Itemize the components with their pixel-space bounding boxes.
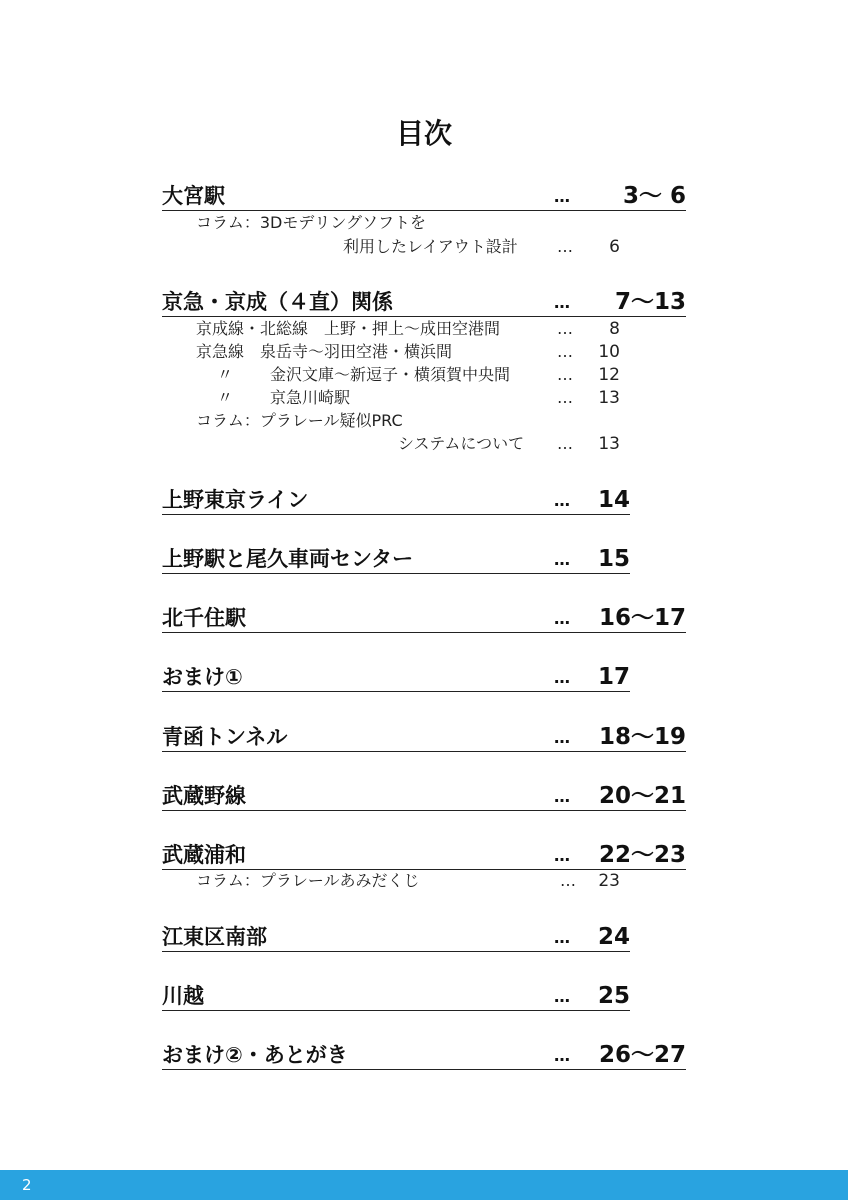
toc-entry-omake-2-afterword[interactable] [162,1042,686,1068]
page-number: 2 [22,1176,32,1194]
toc-entry-title: 青函トンネル [162,725,288,749]
toc-entry-leader: … [554,187,570,206]
toc-sub-leader: … [557,388,573,407]
toc-entry-ueno-tokyo-line[interactable] [162,487,630,513]
toc-entry-title: 上野駅と尾久車両センター [162,547,414,571]
toc-sub-prc-column: コラム：プラレール疑似PRC [196,411,403,430]
toc-entry-title: 大宮駅 [162,184,225,208]
toc-entry-omake-1[interactable] [162,664,630,690]
toc-sub-leader: … [557,434,573,453]
toc-entry-pages: 3〜 6 [622,183,686,209]
toc-sub-page: 6 [609,237,620,257]
toc-entry-leader: … [554,550,570,569]
toc-sub-amida-column: コラム：プラレールあみだくじ [196,871,420,890]
toc-entry-pages: 17 [597,664,630,690]
toc-sub-page: 12 [598,365,620,385]
toc-entry-koto-south[interactable] [162,924,630,950]
toc-entry-underline [162,691,630,692]
toc-sub-kanazawa: 金沢文庫〜新逗子・横須賀中央間 [270,365,511,384]
toc-entry-underline [162,1010,630,1011]
toc-sub-keikyu: 京急線 泉岳寺〜羽田空港・横浜間 [196,342,453,361]
toc-entry-pages: 24 [597,924,630,950]
toc-entry-leader: … [554,293,570,312]
toc-entry-musashino-line[interactable] [162,783,686,809]
toc-entry-musashi-urawa[interactable] [162,842,686,868]
toc-entry-underline [162,751,686,752]
page-title: 目次 [395,117,452,150]
toc-entry-leader: … [554,728,570,747]
toc-entry-underline [162,1069,686,1070]
toc-sub-page: 23 [598,871,620,891]
toc-sub-prc-column-cont: システムについて [398,434,525,453]
toc-entry-title: 武蔵野線 [162,784,246,808]
toc-entry-title: おまけ②・あとがき [162,1043,348,1067]
toc-entry-leader: … [554,928,570,947]
toc-entry-title: 川越 [162,984,204,1008]
toc-entry-leader: … [554,668,570,687]
toc-sub-page: 8 [609,319,620,339]
toc-entry-leader: … [554,1046,570,1065]
toc-entry-pages: 7〜13 [614,289,686,315]
toc-sub-leader: … [557,365,573,384]
toc-entry-underline [162,210,686,211]
toc-sub-page: 10 [598,342,620,362]
toc-entry-title: 武蔵浦和 [162,843,246,867]
toc-entry-pages: 25 [597,983,630,1009]
toc-entry-seikan-tunnel[interactable] [162,724,686,750]
toc-entry-leader: … [554,787,570,806]
toc-entry-underline [162,514,630,515]
toc-entry-title: おまけ① [162,665,243,689]
toc-entry-underline [162,573,630,574]
toc-entry-pages: 14 [597,487,630,513]
toc-sub-leader: … [557,319,573,338]
toc-sub-leader: … [560,871,576,890]
toc-sub-keisei: 京成線・北総線 上野・押上〜成田空港間 [196,319,501,338]
toc-entry-underline [162,316,686,317]
toc-entry-leader: … [554,987,570,1006]
footer-bar [0,1170,848,1200]
toc-sub-omiya-column: コラム：3Dモデリングソフトを [196,213,427,232]
toc-entry-ueno-oku[interactable] [162,546,630,572]
toc-entry-underline [162,810,686,811]
toc-entry-title: 上野東京ライン [162,488,309,512]
toc-entry-kitasenju[interactable] [162,605,686,631]
toc-entry-pages: 26〜27 [598,1042,686,1068]
toc-entry-pages: 16〜17 [598,605,686,631]
toc-entry-title: 江東区南部 [162,925,267,949]
toc-entry-underline [162,632,686,633]
toc-entry-kawagoe[interactable] [162,983,630,1009]
toc-sub-leader: … [557,342,573,361]
toc-sub-ditto-mark: 〃 [217,365,234,384]
toc-entry-leader: … [554,846,570,865]
toc-sub-leader: … [557,237,573,256]
toc-entry-title: 北千住駅 [162,606,246,630]
toc-entry-pages: 15 [597,546,630,572]
toc-entry-underline [162,951,630,952]
toc-entry-title: 京急・京成（４直）関係 [162,290,393,314]
toc-entry-pages: 22〜23 [598,842,686,868]
toc-entry-pages: 18〜19 [598,724,686,750]
toc-entry-leader: … [554,609,570,628]
toc-entry-leader: … [554,491,570,510]
toc-sub-page: 13 [598,388,620,408]
toc-entry-omiya[interactable] [162,183,686,209]
toc-sub-omiya-column-cont: 利用したレイアウト設計 [343,237,518,256]
toc-entry-pages: 20〜21 [598,783,686,809]
toc-entry-keikyu-keisei[interactable] [162,289,686,315]
toc-sub-page: 13 [598,434,620,454]
toc-sub-kawasaki: 京急川崎駅 [270,388,351,407]
toc-sub-ditto-mark: 〃 [217,388,234,407]
